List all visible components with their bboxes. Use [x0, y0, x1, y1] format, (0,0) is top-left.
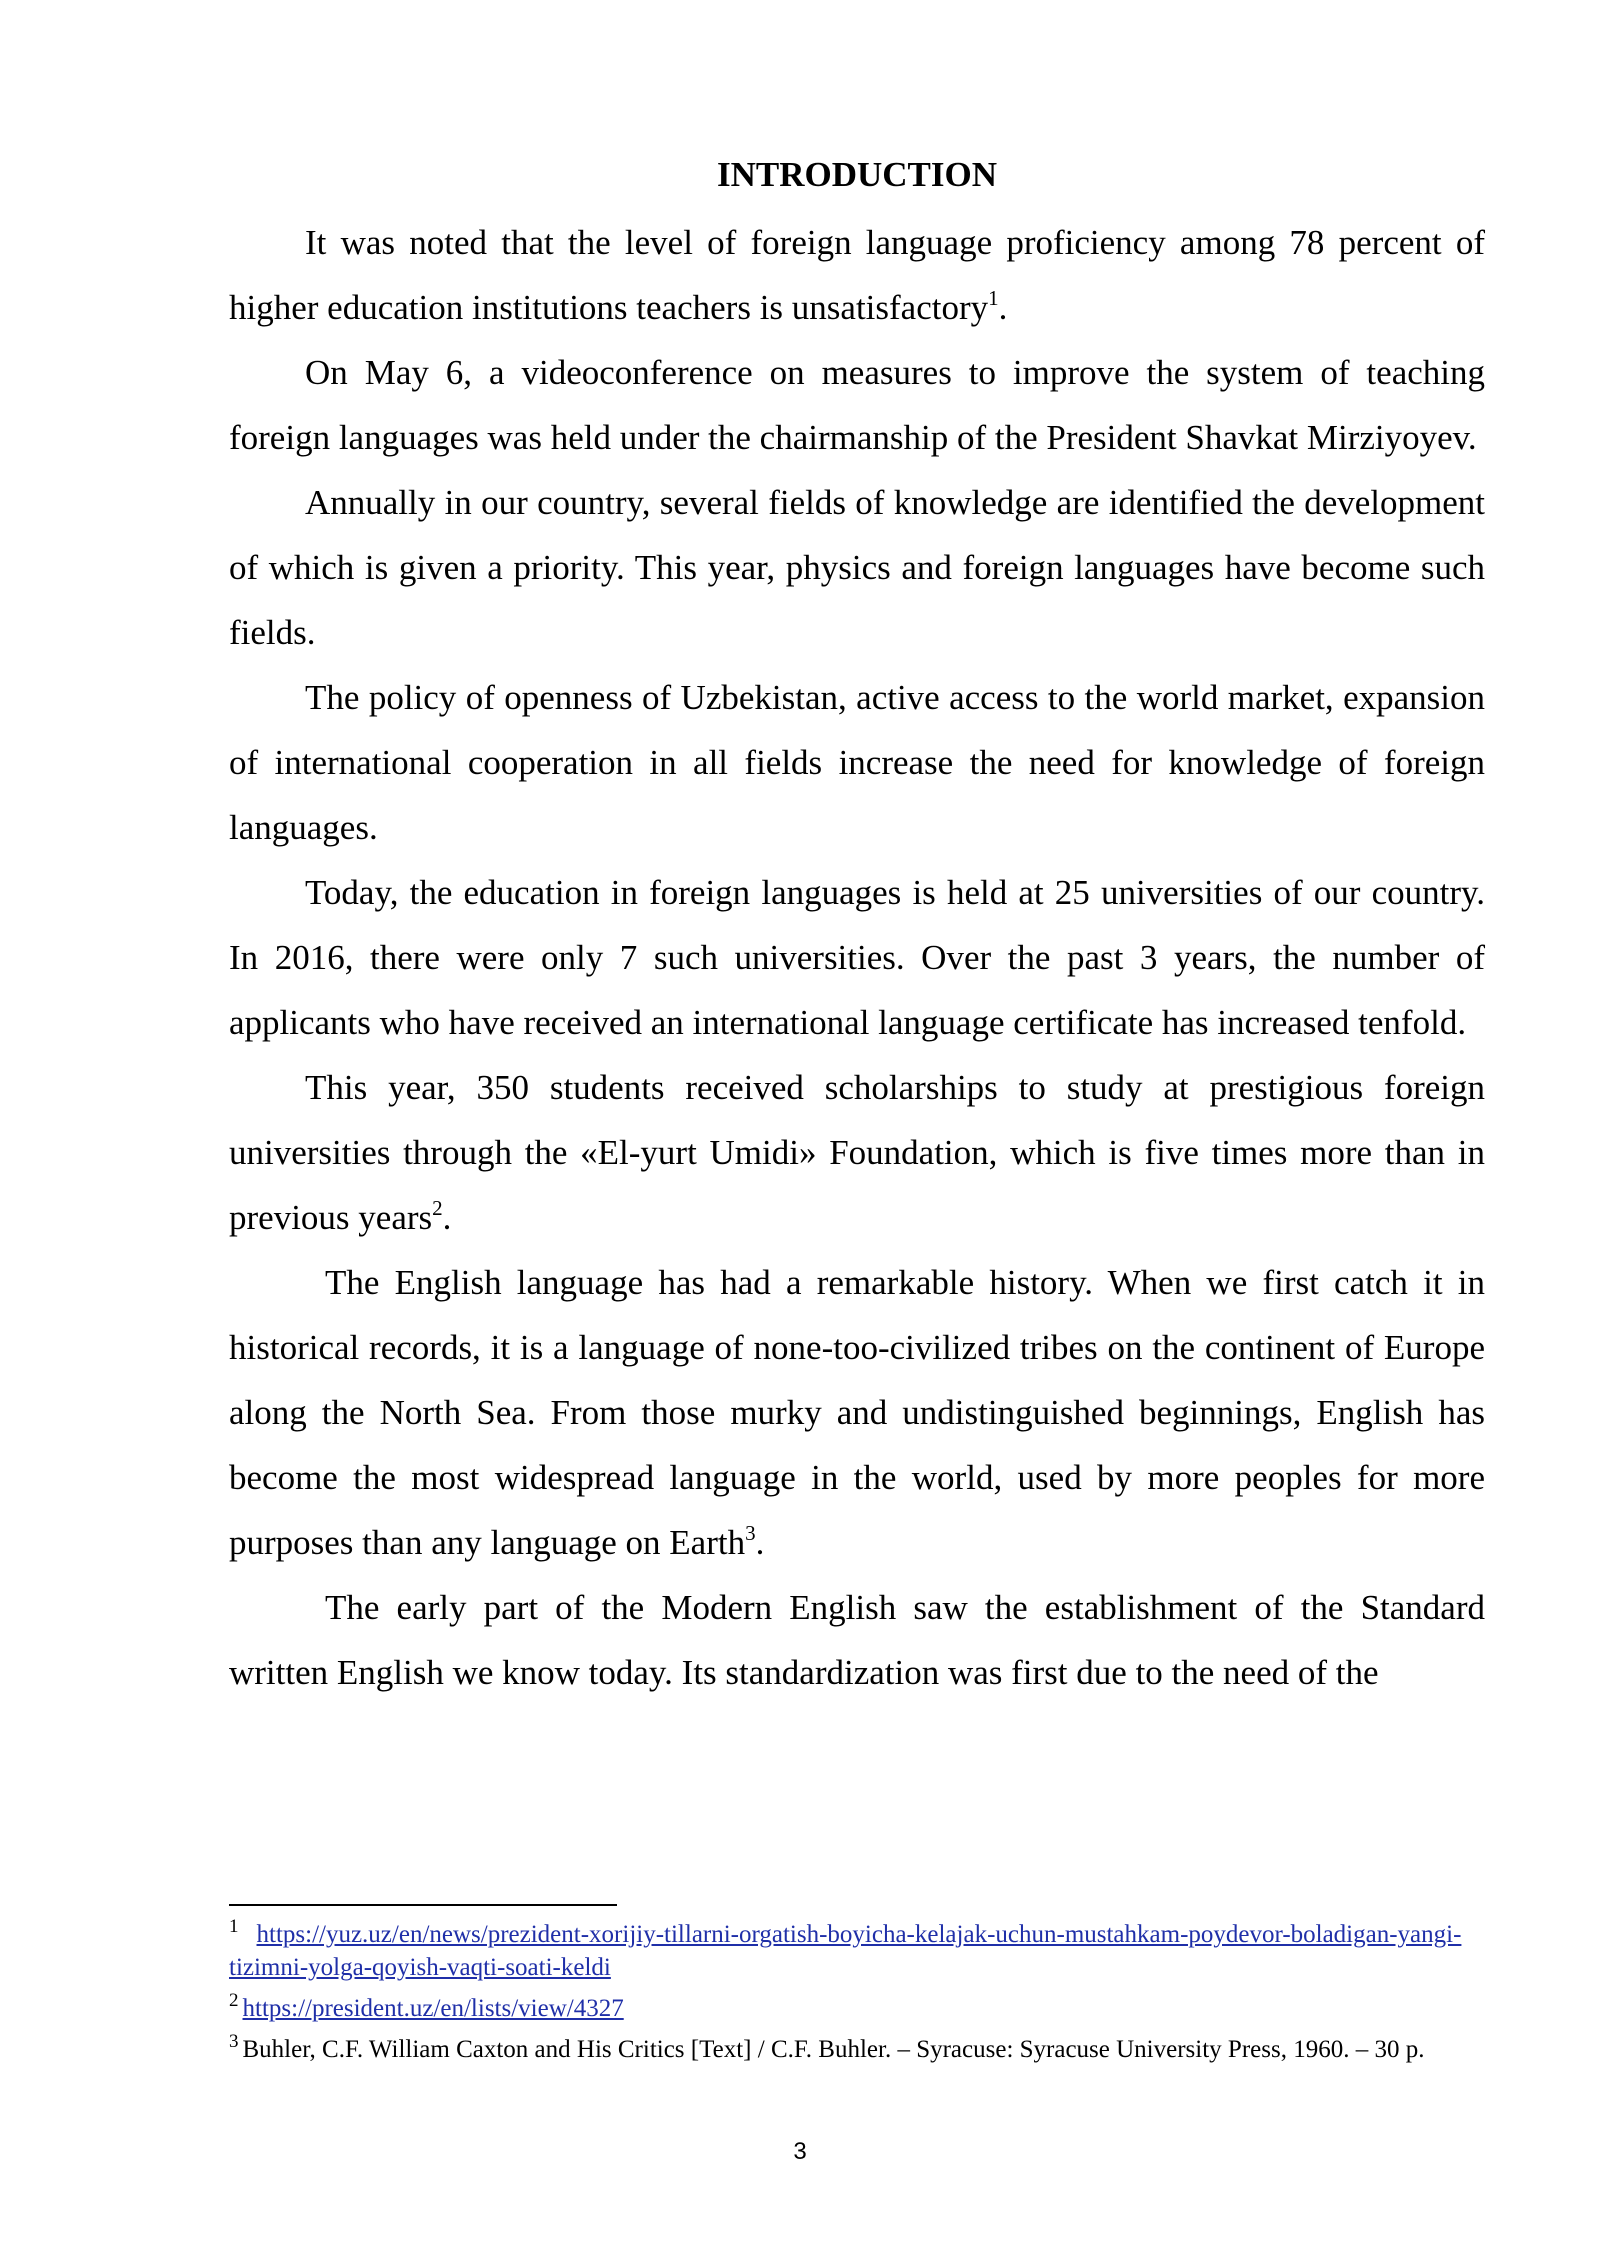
- footnote-ref[interactable]: 3: [745, 1521, 756, 1545]
- paragraph: [229, 1055, 1485, 1250]
- paragraph-text: Annually in our country, several fields of knowledge are identified the development of which is given a priority. This year, physics and foreign languages have become such fields.: [229, 483, 1485, 652]
- footnotes: [229, 1918, 1485, 2074]
- footnote-ref[interactable]: 1: [988, 286, 999, 310]
- footnote-number: 2: [229, 1990, 239, 2011]
- paragraph-text: The early part of the Modern English saw the establishment of the Standard written English we know today. Its standardization was first due to the need of the: [229, 1588, 1485, 1692]
- paragraph-tail: .: [755, 1523, 765, 1562]
- paragraph: [229, 1250, 1485, 1575]
- paragraph: [229, 470, 1485, 665]
- footnote-number: 3: [229, 2031, 239, 2052]
- footnote: [229, 2033, 1485, 2066]
- footnote-text: Buhler, C.F. William Caxton and His Critics [Text] / C.F. Buhler. – Syracuse: Syracuse University Press, 1960. – 30 p.: [242, 2036, 1425, 2063]
- section-title: INTRODUCTION: [716, 155, 998, 194]
- footnote-separator: [229, 1904, 617, 1906]
- paragraph-text: This year, 350 students received scholarships to study at prestigious foreign universities through the «El-yurt Umidi» Foundation, which is five times more than in previous years: [229, 1068, 1485, 1237]
- paragraph: [229, 210, 1485, 340]
- paragraph-text: It was noted that the level of foreign language proficiency among 78 percent of higher education institutions teachers is unsatisfactory: [229, 223, 1485, 327]
- page-number: 3: [793, 2138, 807, 2165]
- paragraph: [229, 665, 1485, 860]
- paragraph-text: The English language has had a remarkable history. When we first catch it in historical records, it is a language of none-too-civilized tribes on the continent of Europe along the North Sea. From those murky and undistinguished beginnings, English has become the most widespread language in the world, used by more peoples for more purposes than any language on Earth: [229, 1263, 1485, 1562]
- footnote: [229, 1992, 1485, 2025]
- footnote: [229, 1918, 1485, 1984]
- paragraph-text: Today, the education in foreign languages is held at 25 universities of our country. In 2016, there were only 7 such universities. Over the past 3 years, the number of applicants who have received an international language certificate has increased tenfold.: [229, 873, 1485, 1042]
- footnote-number: 1: [229, 1916, 239, 1937]
- footnote-link[interactable]: https://yuz.uz/en/news/prezident-xorijiy-tillarni-orgatish-boyicha-kelajak-uchun-mustahkam-poydevor-boladigan-yangi-tizimni-yolga-qoyish-vaqti-soati-keldi: [229, 1921, 1462, 1981]
- paragraph: [229, 860, 1485, 1055]
- footnote-link[interactable]: https://president.uz/en/lists/view/4327: [242, 1995, 624, 2022]
- paragraph-text: On May 6, a videoconference on measures to improve the system of teaching foreign languages was held under the chairmanship of the President Shavkat Mirziyoyev.: [229, 353, 1485, 457]
- body-text: [229, 148, 1485, 1705]
- paragraph: [229, 340, 1485, 470]
- paragraph-tail: .: [998, 288, 1008, 327]
- paragraph-text: The policy of openness of Uzbekistan, active access to the world market, expansion of international cooperation in all fields increase the need for knowledge of foreign languages.: [229, 678, 1485, 847]
- footnote-ref[interactable]: 2: [432, 1196, 443, 1220]
- paragraph-tail: .: [442, 1198, 452, 1237]
- paragraph: [229, 1575, 1485, 1705]
